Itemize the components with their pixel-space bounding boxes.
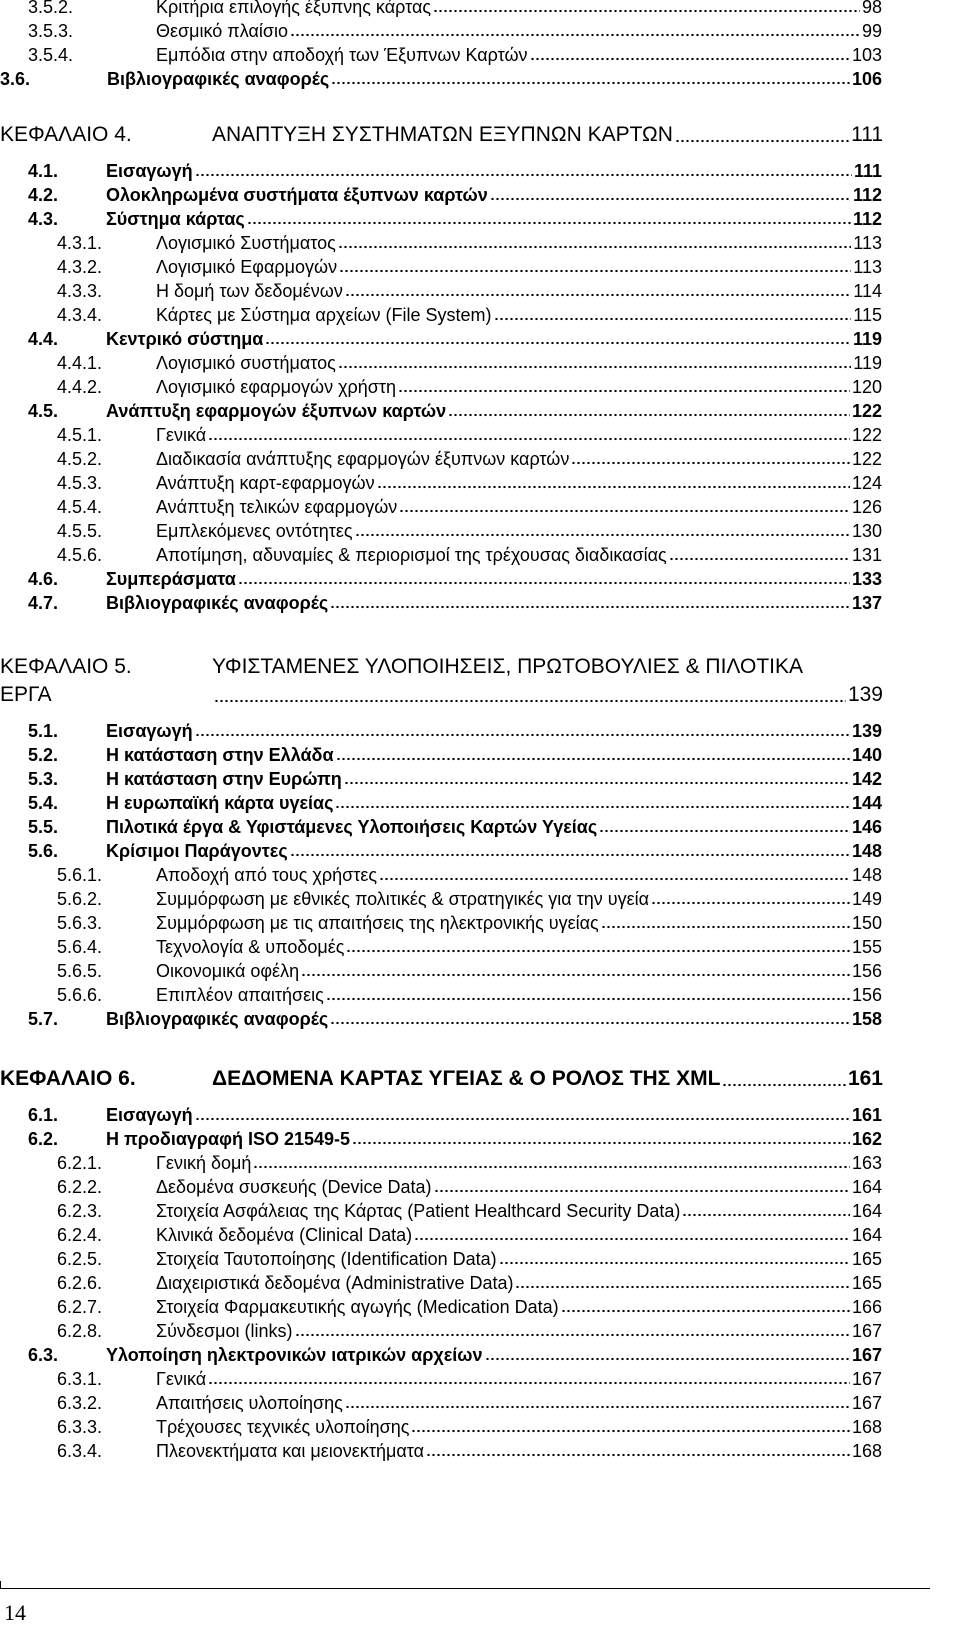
toc-entry-page: 165 <box>851 1273 882 1293</box>
dot-leader <box>377 485 850 489</box>
toc-entry[interactable] <box>0 66 882 92</box>
dot-leader <box>426 1453 850 1457</box>
dot-leader <box>247 221 851 225</box>
toc-entry[interactable] <box>57 1294 882 1320</box>
toc-entry[interactable] <box>28 18 882 44</box>
toc-entry-number: 6.2.1. <box>57 1153 103 1173</box>
toc-entry-title: Κρίσιμοι Παράγοντες <box>106 841 288 861</box>
dot-leader <box>490 197 851 201</box>
toc-entry[interactable] <box>28 398 882 424</box>
toc-entry-number: 4.5.4. <box>57 497 103 517</box>
dot-leader <box>253 1165 850 1169</box>
toc-entry-page: 139 <box>851 721 882 741</box>
toc-entry[interactable] <box>57 1246 882 1272</box>
toc-entry[interactable] <box>28 326 882 352</box>
toc-entry-title: Γενικά <box>156 1369 207 1389</box>
toc-entry-title: Αποτίμηση, αδυναμίες & περιορισμοί της τρέχουσας διαδικασίας <box>156 545 667 565</box>
dot-leader <box>265 341 851 345</box>
toc-entry-page: 144 <box>851 793 882 813</box>
toc-entry-page: 112 <box>852 185 882 205</box>
toc-entry-title: Δεδομένα συσκευής (Device Data) <box>156 1177 432 1197</box>
dot-leader <box>330 1021 850 1025</box>
toc-entry-title: Στοιχεία Ασφάλειας της Κάρτας (Patient Healthcard Security Data) <box>156 1201 681 1221</box>
toc-entry[interactable] <box>57 1438 882 1464</box>
toc-entry-page: 158 <box>851 1009 882 1029</box>
toc-chapter-entry[interactable] <box>0 120 883 150</box>
toc-entry-page: 119 <box>852 329 882 349</box>
toc-entry[interactable] <box>57 278 882 304</box>
dot-leader <box>195 173 852 177</box>
toc-entry-number: 4.5.2. <box>57 449 103 469</box>
toc-entry[interactable] <box>57 542 882 568</box>
toc-entry-page: 161 <box>847 1067 883 1090</box>
toc-entry-page: 98 <box>861 0 882 17</box>
toc-entry[interactable] <box>57 254 882 280</box>
toc-entry[interactable] <box>57 862 882 888</box>
dot-leader <box>214 699 846 703</box>
toc-entry-page: 111 <box>851 123 883 146</box>
toc-entry[interactable] <box>57 374 882 400</box>
dot-leader <box>515 1285 849 1289</box>
toc-entry-title: Η προδιαγραφή ISO 21549-5 <box>106 1129 351 1149</box>
toc-entry-title: Βιβλιογραφικές αναφορές <box>107 69 330 89</box>
toc-entry-title: Εισαγωγή <box>106 161 193 181</box>
toc-entry-title: Στοιχεία Φαρμακευτικής αγωγής (Medication Data) <box>156 1297 559 1317</box>
toc-entry-number: 4.7. <box>28 593 59 613</box>
toc-entry[interactable] <box>28 766 882 792</box>
toc-entry[interactable] <box>28 1342 882 1368</box>
toc-entry[interactable] <box>57 230 882 256</box>
toc-entry-title: Συμμόρφωση με εθνικές πολιτικές & στρατηγικές για την υγεία <box>156 889 650 909</box>
toc-entry-number: 5.6.6. <box>57 985 103 1005</box>
dot-leader <box>339 269 851 273</box>
toc-entry[interactable] <box>28 718 882 744</box>
dot-leader <box>530 57 850 61</box>
toc-entry[interactable] <box>57 958 882 984</box>
toc-entry-number: 3.5.2. <box>28 0 74 17</box>
toc-entry-title: Αποδοχή από τους χρήστες <box>156 865 378 885</box>
dot-leader <box>346 949 850 953</box>
dot-leader <box>345 1405 850 1409</box>
toc-entry[interactable] <box>57 302 882 328</box>
toc-entry-number: 5.6.2. <box>57 889 103 909</box>
dot-leader <box>331 81 850 85</box>
toc-entry-title: Τεχνολογία & υποδομές <box>156 937 345 957</box>
toc-entry[interactable] <box>57 494 882 520</box>
toc-entry-number: 4.3.3. <box>57 281 103 301</box>
toc-entry-page: 114 <box>853 281 882 301</box>
toc-entry-number: 3.5.4. <box>28 45 74 65</box>
toc-entry-title: Λογισμικό Συστήματος <box>156 233 336 253</box>
dot-leader <box>290 33 860 37</box>
toc-entry[interactable] <box>57 1366 882 1392</box>
toc-entry-title: Τρέχουσες τεχνικές υλοποίησης <box>156 1417 410 1437</box>
toc-entry[interactable] <box>57 1198 882 1224</box>
toc-entry-page: 115 <box>853 305 882 325</box>
dot-leader <box>434 1189 850 1193</box>
dot-leader <box>669 557 850 561</box>
toc-entry-number: ΚΕΦΑΛΑΙΟ 4. <box>0 123 132 146</box>
toc-entry-title: Εισαγωγή <box>106 1105 193 1125</box>
toc-entry-title: Ανάπτυξη εφαρμογών έξυπνων καρτών <box>106 401 447 421</box>
toc-entry[interactable] <box>28 566 882 592</box>
toc-entry-title: Σύνδεσμοι (links) <box>156 1321 293 1341</box>
toc-entry-title: Απαιτήσεις υλοποίησης <box>156 1393 343 1413</box>
toc-entry-page: 106 <box>851 69 882 89</box>
toc-entry[interactable] <box>57 1222 882 1248</box>
toc-entry-page: 126 <box>851 497 882 517</box>
toc-entry-number: 5.1. <box>28 721 59 741</box>
toc-entry-number: 4.3.4. <box>57 305 103 325</box>
toc-entry-number: 3.5.3. <box>28 21 74 41</box>
toc-entry-title: Πλεονεκτήματα και μειονεκτήματα <box>156 1441 424 1461</box>
toc-entry-title: ΔΕΔΟΜΕΝΑ ΚΑΡΤΑΣ ΥΓΕΙΑΣ & Ο ΡΟΛΟΣ ΤΗΣ XML <box>212 1067 721 1090</box>
toc-entry-page: 112 <box>852 209 882 229</box>
toc-entry-number: 4.6. <box>28 569 59 589</box>
dot-leader <box>335 805 850 809</box>
toc-entry-number: 6.3.2. <box>57 1393 103 1413</box>
toc-entry-page: 156 <box>851 985 882 1005</box>
toc-entry[interactable] <box>28 182 882 208</box>
dot-leader <box>208 437 850 441</box>
toc-entry[interactable] <box>28 790 882 816</box>
toc-entry-page: 130 <box>851 521 882 541</box>
toc-entry-number: 6.3.3. <box>57 1417 103 1437</box>
dot-leader <box>195 1117 850 1121</box>
dot-leader <box>355 533 850 537</box>
dot-leader <box>561 1309 850 1313</box>
toc-entry-number: 5.5. <box>28 817 59 837</box>
toc-entry-number: ΚΕΦΑΛΑΙΟ 6. <box>0 1067 136 1090</box>
toc-entry-title: Λογισμικό συστήματος <box>156 353 336 373</box>
toc-entry-page: 133 <box>851 569 882 589</box>
toc-entry-number: 5.6.5. <box>57 961 103 981</box>
dot-leader <box>675 139 849 143</box>
toc-entry-title: Βιβλιογραφικές αναφορές <box>106 593 329 613</box>
toc-entry-title: Η κατάσταση στην Ελλάδα <box>106 745 334 765</box>
toc-entry-title: Οικονομικά οφέλη <box>156 961 300 981</box>
dot-leader <box>345 293 851 297</box>
toc-entry-page: 167 <box>851 1345 882 1365</box>
dot-leader <box>651 901 850 905</box>
toc-entry[interactable] <box>57 1174 882 1200</box>
toc-entry[interactable] <box>57 910 882 936</box>
toc-entry-title: Ανάπτυξη καρτ-εφαρμογών <box>156 473 375 493</box>
toc-entry-title: Γενικά <box>156 425 207 445</box>
dot-leader <box>336 757 850 761</box>
toc-entry-number: 4.5.1. <box>57 425 103 445</box>
toc-entry-page: 168 <box>851 1417 882 1437</box>
dot-leader <box>398 389 850 393</box>
toc-entry-page: 122 <box>851 425 882 445</box>
toc-entry[interactable] <box>57 422 882 448</box>
toc-entry-title: Η ευρωπαϊκή κάρτα υγείας <box>106 793 334 813</box>
toc-entry-number: 5.6.1. <box>57 865 103 885</box>
toc-entry-title: Σύστημα κάρτας <box>106 209 245 229</box>
dot-leader <box>208 1381 850 1385</box>
toc-entry-number: 4.3. <box>28 209 59 229</box>
dot-leader <box>448 413 850 417</box>
toc-entry-number: 4.5.6. <box>57 545 103 565</box>
toc-entry-title: Εμπόδια στην αποδοχή των Έξυπνων Καρτών <box>156 45 528 65</box>
toc-entry-title: Γενική δομή <box>156 1153 252 1173</box>
dot-leader <box>682 1213 850 1217</box>
dot-leader <box>330 605 850 609</box>
toc-entry-page: 150 <box>851 913 882 933</box>
toc-entry-page: 131 <box>851 545 882 565</box>
toc-entry-page: 140 <box>851 745 882 765</box>
toc-entry-title: Κάρτες με Σύστημα αρχείων (File System) <box>156 305 492 325</box>
toc-entry[interactable] <box>28 1102 882 1128</box>
toc-entry-number: 6.2.6. <box>57 1273 103 1293</box>
dot-leader <box>379 877 850 881</box>
toc-entry-number: 5.6.4. <box>57 937 103 957</box>
toc-entry-page: 167 <box>851 1369 882 1389</box>
dot-leader <box>599 829 850 833</box>
toc-entry[interactable] <box>28 158 882 184</box>
toc-entry-title: Πιλοτικά έργα & Υφιστάμενες Υλοποιήσεις Καρτών Υγείας <box>106 817 598 837</box>
dot-leader <box>344 781 850 785</box>
toc-entry-number: ΚΕΦΑΛΑΙΟ 5. <box>0 655 132 678</box>
toc-entry[interactable] <box>57 1390 882 1416</box>
toc-entry-title: Συμπεράσματα <box>106 569 236 589</box>
toc-entry[interactable] <box>57 1270 882 1296</box>
toc-entry-number: 6.2. <box>28 1129 59 1149</box>
toc-entry-number: 6.1. <box>28 1105 59 1125</box>
toc-entry-number: 6.2.5. <box>57 1249 103 1269</box>
dot-leader <box>485 1357 850 1361</box>
toc-entry[interactable] <box>57 934 882 960</box>
toc-entry-page: 148 <box>851 841 882 861</box>
toc-entry[interactable] <box>28 1006 882 1032</box>
toc-entry-number: 4.4. <box>28 329 59 349</box>
toc-entry[interactable] <box>57 886 882 912</box>
toc-entry[interactable] <box>57 470 882 496</box>
toc-entry-number: 5.6. <box>28 841 59 861</box>
toc-entry-page: 164 <box>851 1225 882 1245</box>
dot-leader <box>326 997 850 1001</box>
toc-entry-number: ΕΡΓΑ <box>0 683 52 706</box>
toc-entry-page: 111 <box>853 161 882 181</box>
toc-entry-title: Κλινικά δεδομένα (Clinical Data) <box>156 1225 413 1245</box>
toc-entry-number: 6.3. <box>28 1345 59 1365</box>
dot-leader <box>433 9 860 13</box>
dot-leader <box>195 733 850 737</box>
toc-entry-number: 4.3.2. <box>57 257 103 277</box>
toc-entry-page: 167 <box>851 1393 882 1413</box>
toc-chapter-entry-continued[interactable] <box>0 680 883 710</box>
toc-entry-number: 4.2. <box>28 185 59 205</box>
toc-entry-page: 165 <box>851 1249 882 1269</box>
toc-entry-number: 6.2.7. <box>57 1297 103 1317</box>
toc-entry-title: Στοιχεία Ταυτοποίησης (Identification Data) <box>156 1249 497 1269</box>
toc-entry-number: 5.6.3. <box>57 913 103 933</box>
toc-entry-number: 5.7. <box>28 1009 59 1029</box>
toc-entry-page: 161 <box>851 1105 882 1125</box>
toc-entry-page: 137 <box>851 593 882 613</box>
toc-entry-number: 6.2.2. <box>57 1177 103 1197</box>
toc-entry-number: 6.2.3. <box>57 1201 103 1221</box>
toc-chapter-entry[interactable] <box>0 1064 883 1094</box>
toc-entry-title: Διαχειριστικά δεδομένα (Administrative Data) <box>156 1273 514 1293</box>
toc-entry-number: 5.2. <box>28 745 59 765</box>
toc-entry-number: 5.3. <box>28 769 59 789</box>
toc-entry-title: Εμπλεκόμενες οντότητες <box>156 521 353 541</box>
dot-leader <box>290 853 850 857</box>
dot-leader <box>399 509 850 513</box>
toc-entry-number: 6.3.4. <box>57 1441 103 1461</box>
toc-entry-page: 146 <box>851 817 882 837</box>
toc-entry[interactable] <box>57 518 882 544</box>
toc-entry-title: Συμμόρφωση με τις απαιτήσεις της ηλεκτρονικής υγείας <box>156 913 599 933</box>
toc-entry[interactable] <box>28 838 882 864</box>
toc-entry-title: Εισαγωγή <box>106 721 193 741</box>
toc-entry-page: 167 <box>851 1321 882 1341</box>
toc-entry-page: 149 <box>851 889 882 909</box>
dot-leader <box>295 1333 850 1337</box>
toc-entry-page: 119 <box>853 353 882 373</box>
toc-entry-page: 162 <box>851 1129 882 1149</box>
toc-entry-title: Λογισμικό Εφαρμογών <box>156 257 338 277</box>
toc-entry-page: 163 <box>851 1153 882 1173</box>
toc-entry-page: 164 <box>851 1201 882 1221</box>
toc-entry-title: Βιβλιογραφικές αναφορές <box>106 1009 329 1029</box>
toc-entry[interactable] <box>57 446 882 472</box>
toc-entry-page: 120 <box>851 377 882 397</box>
toc-entry-title: Επιπλέον απαιτήσεις <box>156 985 324 1005</box>
toc-entry[interactable] <box>28 590 882 616</box>
toc-entry-page: 168 <box>851 1441 882 1461</box>
toc-entry-page: 122 <box>851 449 882 469</box>
toc-entry-title: Ολοκληρωμένα συστήματα έξυπνων καρτών <box>106 185 488 205</box>
toc-entry-number: 4.4.1. <box>57 353 103 373</box>
toc-entry-number: 4.5.3. <box>57 473 103 493</box>
toc-entry-page: 139 <box>847 683 883 706</box>
toc-entry-page: 103 <box>851 45 882 65</box>
toc-entry-page: 142 <box>851 769 882 789</box>
toc-entry-title: Θεσμικό πλαίσιο <box>156 21 288 41</box>
toc-entry-page: 122 <box>851 401 882 421</box>
dot-leader <box>238 581 850 585</box>
toc-entry-title: ΥΦΙΣΤΑΜΕΝΕΣ ΥΛΟΠΟΙΗΣΕΙΣ, ΠΡΩΤΟΒΟΥΛΙΕΣ & ΠΙΛΟΤΙΚΑ <box>212 655 804 678</box>
toc-entry-page: 124 <box>851 473 882 493</box>
toc-entry-title: Ανάπτυξη τελικών εφαρμογών <box>156 497 398 517</box>
toc-entry[interactable] <box>57 350 882 376</box>
toc-entry-page: 99 <box>861 21 882 41</box>
toc-entry[interactable] <box>28 742 882 768</box>
dot-leader <box>414 1237 850 1241</box>
toc-entry-page: 166 <box>851 1297 882 1317</box>
toc-entry[interactable] <box>57 982 882 1008</box>
dot-leader <box>601 925 850 929</box>
toc-entry-title: ΑΝΑΠΤΥΞΗ ΣΥΣΤΗΜΑΤΩΝ ΕΞΥΠΝΩΝ ΚΑΡΤΩΝ <box>212 123 673 146</box>
toc-entry[interactable] <box>57 1318 882 1344</box>
dot-leader <box>338 245 851 249</box>
toc-entry[interactable] <box>28 206 882 232</box>
dot-leader <box>722 1083 846 1087</box>
dot-leader <box>494 317 852 321</box>
toc-entry-number: 4.5. <box>28 401 59 421</box>
toc-entry-title: Υλοποίηση ηλεκτρονικών ιατρικών αρχείων <box>106 1345 483 1365</box>
dot-leader <box>301 973 850 977</box>
toc-entry-number: 3.6. <box>0 69 31 89</box>
toc-entry-number: 6.2.8. <box>57 1321 103 1341</box>
dot-leader <box>571 461 850 465</box>
toc-entry-number: 4.1. <box>28 161 59 181</box>
toc-entry-page: 156 <box>851 961 882 981</box>
toc-entry-page: 164 <box>851 1177 882 1197</box>
toc-entry-number: 6.3.1. <box>57 1369 103 1389</box>
page-number: 14 <box>4 1600 26 1625</box>
toc-entry[interactable] <box>28 42 882 68</box>
footer-divider-tick <box>0 1581 2 1589</box>
toc-entry-title: Η κατάσταση στην Ευρώπη <box>106 769 342 789</box>
dot-leader <box>352 1141 850 1145</box>
toc-entry-number: 6.2.4. <box>57 1225 103 1245</box>
toc-entry-page: 113 <box>853 257 882 277</box>
dot-leader <box>338 365 851 369</box>
toc-entry-number: 4.4.2. <box>57 377 103 397</box>
toc-entry-page: 148 <box>851 865 882 885</box>
toc-entry-title: Λογισμικό εφαρμογών χρήστη <box>156 377 397 397</box>
toc-entry[interactable] <box>28 1126 882 1152</box>
toc-entry[interactable] <box>28 814 882 840</box>
toc-entry-title: Διαδικασία ανάπτυξης εφαρμογών έξυπνων καρτών <box>156 449 570 469</box>
toc-chapter-entry[interactable] <box>0 652 883 682</box>
dot-leader <box>411 1429 849 1433</box>
toc-entry[interactable] <box>57 1414 882 1440</box>
dot-leader <box>499 1261 850 1265</box>
toc-entry-number: 4.5.5. <box>57 521 103 541</box>
toc-entry-title: Η δομή των δεδομένων <box>156 281 343 301</box>
toc-entry-page: 113 <box>853 233 882 253</box>
toc-entry-number: 4.3.1. <box>57 233 103 253</box>
toc-entry-number: 5.4. <box>28 793 59 813</box>
toc-entry-title: Κριτήρια επιλογής έξυπνης κάρτας <box>156 0 432 17</box>
toc-entry[interactable] <box>28 0 882 20</box>
toc-entry-page: 155 <box>851 937 882 957</box>
toc-entry-title: Κεντρικό σύστημα <box>106 329 264 349</box>
toc-entry[interactable] <box>57 1150 882 1176</box>
footer-divider <box>0 1588 930 1589</box>
